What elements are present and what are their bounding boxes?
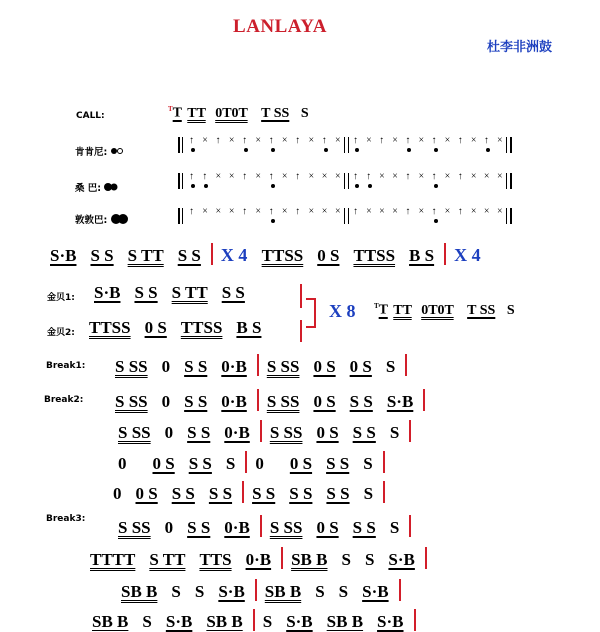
staff-note: ↑ — [189, 171, 194, 182]
jinbei2-label: 金贝2: — [47, 328, 75, 338]
break2-row-4: 0 0 S S S S S S S S S S S S — [113, 481, 393, 504]
staff-note: ↑ — [189, 206, 194, 217]
staff-note: ↑ — [379, 135, 385, 146]
staff-note: × — [255, 206, 261, 217]
break1-label: Break1: — [46, 361, 86, 371]
staff-note-dot — [324, 148, 328, 152]
staff-note: × — [228, 135, 235, 146]
staff-note: ↑ — [431, 171, 437, 182]
staff-barline — [178, 208, 180, 224]
staff-note-dot — [204, 184, 208, 188]
staff-note: ↑ — [268, 171, 274, 182]
jinbei2-row: TTSS 0 S TTSS B S — [89, 318, 262, 337]
staff-note: ↑ — [483, 135, 489, 146]
jinbei1-row: S·B S S S TT S S — [94, 283, 245, 302]
staff-barline — [178, 137, 180, 153]
staff-note: ↑ — [321, 135, 327, 146]
staff-note: ↑ — [405, 135, 411, 146]
staff-barline — [510, 173, 512, 189]
staff-note: ↑ — [295, 135, 301, 146]
staff-note: × — [392, 206, 398, 217]
staff-barline — [348, 173, 349, 189]
staff-note: × — [483, 206, 490, 217]
staff-barline — [348, 137, 349, 153]
staff-note: × — [281, 171, 288, 182]
call-label: CALL: — [76, 111, 105, 121]
staff-note: × — [366, 206, 372, 217]
main-pattern-row: S·B S S S TT S S X 4 TTSS 0 S TTSS B S X 4 — [50, 245, 481, 265]
staff-note: × — [418, 206, 425, 217]
staff-note: ↑ — [189, 135, 194, 146]
staff-barline — [510, 137, 512, 153]
dundun-label: 敦敦巴: — [75, 212, 129, 228]
staff-note: × — [308, 135, 315, 146]
jinbei1-label: 金贝1: — [47, 293, 75, 303]
staff-note-dot — [368, 184, 372, 188]
staff-note: ↑ — [457, 135, 463, 146]
staff-note: × — [497, 171, 503, 182]
staff-note: ↑ — [242, 171, 248, 182]
break3-row-4-partial: SB B S S·B SB B S S·B SB B S·B — [92, 609, 424, 632]
staff-note: ↑ — [202, 171, 208, 182]
staff-note: ↑ — [457, 171, 463, 182]
staff-note: × — [335, 171, 341, 182]
staff-note: ↑ — [457, 206, 463, 217]
kenkeni-label: 肯肯尼: — [75, 144, 123, 158]
staff-note: × — [444, 206, 451, 217]
staff-note: × — [281, 206, 288, 217]
staff-note-dot — [434, 184, 438, 188]
staff-note: × — [379, 171, 385, 182]
staff-barline — [182, 137, 183, 153]
staff-barline — [344, 137, 345, 153]
break1-row: S SS 0 S S 0·B S SS 0 S 0 S S — [115, 354, 415, 377]
staff-note: × — [308, 171, 315, 182]
staff-note: ↑ — [295, 206, 301, 217]
staff-note-dot — [486, 148, 490, 152]
staff-note-dot — [407, 148, 411, 152]
break3-row-3: SB B S S S·B SB B S S S·B — [121, 579, 409, 602]
kenkeni-staff — [178, 136, 513, 156]
author-name: 杜李非洲鼓 — [487, 40, 553, 55]
staff-note: ↑ — [431, 206, 437, 217]
repeat-x8: X 8 — [329, 301, 356, 321]
staff-note-dot — [271, 184, 275, 188]
staff-note: × — [308, 206, 315, 217]
staff-note: × — [215, 171, 222, 182]
staff-note: × — [215, 206, 222, 217]
page-title: LANLAYA — [233, 16, 327, 37]
staff-note-dot — [355, 148, 359, 152]
staff-note: ↑ — [353, 171, 358, 182]
staff-note: × — [321, 206, 328, 217]
staff-barline — [182, 208, 183, 224]
staff-note: ↑ — [353, 135, 358, 146]
break3-row-1: S SS 0 S S 0·B S SS 0 S S S S — [118, 515, 419, 538]
dundun-staff — [178, 207, 513, 227]
staff-note: ↑ — [295, 171, 301, 182]
staff-barline — [510, 208, 512, 224]
staff-note: × — [444, 171, 451, 182]
break3-row-2: TTTT S TT TTS 0·B SB B S S S·B — [90, 547, 435, 570]
staff-note: × — [470, 171, 477, 182]
staff-note: ↑ — [405, 206, 411, 217]
staff-note: × — [281, 135, 288, 146]
dundun-drum-icon — [111, 213, 129, 228]
staff-note: × — [497, 135, 503, 146]
staff-note: ↑ — [268, 135, 274, 146]
staff-note: ↑ — [353, 206, 358, 217]
staff-note: × — [418, 171, 425, 182]
staff-note: ↑ — [366, 171, 372, 182]
staff-note: ↑ — [242, 135, 248, 146]
staff-note-dot — [191, 148, 195, 152]
staff-note: × — [202, 206, 208, 217]
staff-barline — [344, 208, 345, 224]
staff-note: × — [335, 135, 341, 146]
staff-note: × — [392, 171, 398, 182]
staff-note-dot — [244, 148, 248, 152]
call-pattern: $^T$T TT 0T0T T SS S — [168, 105, 309, 121]
staff-note-dot — [355, 184, 359, 188]
staff-note: × — [470, 135, 477, 146]
break2-row-1: S SS 0 S S 0·B S SS 0 S S S S·B — [115, 389, 433, 412]
staff-note: × — [379, 206, 385, 217]
staff-note: × — [483, 171, 490, 182]
staff-note-dot — [434, 148, 438, 152]
staff-note-dot — [434, 219, 438, 223]
staff-note: ↑ — [242, 206, 248, 217]
staff-note: ↑ — [215, 135, 221, 146]
break2-row-3: 0 0 S S S S 0 0 S S S S — [118, 451, 393, 474]
staff-note: × — [470, 206, 477, 217]
break3-label: Break3: — [46, 514, 86, 524]
break2-label: Break2: — [44, 395, 84, 405]
kenkeni-drum-icon — [111, 147, 123, 158]
staff-note: × — [202, 135, 208, 146]
staff-barline — [344, 173, 345, 189]
staff-note: × — [228, 206, 235, 217]
break2-row-2: S SS 0 S S 0·B S SS 0 S S S S — [118, 420, 419, 443]
sangban-label: 桑 巴: — [75, 180, 118, 195]
repeat-x4-second: X 4 — [454, 245, 481, 265]
staff-note-dot — [271, 148, 275, 152]
jinbei-call-superscript: T — [374, 302, 379, 310]
staff-note: × — [255, 135, 261, 146]
repeat-x4: X 4 — [220, 245, 248, 265]
staff-note: ↑ — [268, 206, 274, 217]
staff-barline — [506, 208, 507, 224]
staff-note: × — [392, 135, 398, 146]
staff-barline — [506, 173, 507, 189]
staff-barline — [348, 208, 349, 224]
staff-barline — [182, 173, 183, 189]
staff-note: ↑ — [431, 135, 437, 146]
sangban-drum-icon — [104, 182, 118, 195]
jinbei-call-pattern: $^T$T TT 0T0T T SS S — [374, 302, 515, 318]
call-superscript: T — [168, 105, 173, 113]
staff-note-dot — [191, 184, 195, 188]
staff-note: × — [228, 171, 235, 182]
staff-note-dot — [271, 219, 275, 223]
staff-note: ↑ — [405, 171, 411, 182]
staff-note: × — [335, 206, 341, 217]
staff-barline — [506, 137, 507, 153]
staff-note: × — [366, 135, 372, 146]
staff-note: × — [321, 171, 328, 182]
staff-note: × — [497, 206, 503, 217]
staff-note: × — [444, 135, 451, 146]
staff-barline — [178, 173, 180, 189]
staff-note: × — [255, 171, 261, 182]
sangban-staff — [178, 172, 513, 192]
staff-note: × — [418, 135, 425, 146]
